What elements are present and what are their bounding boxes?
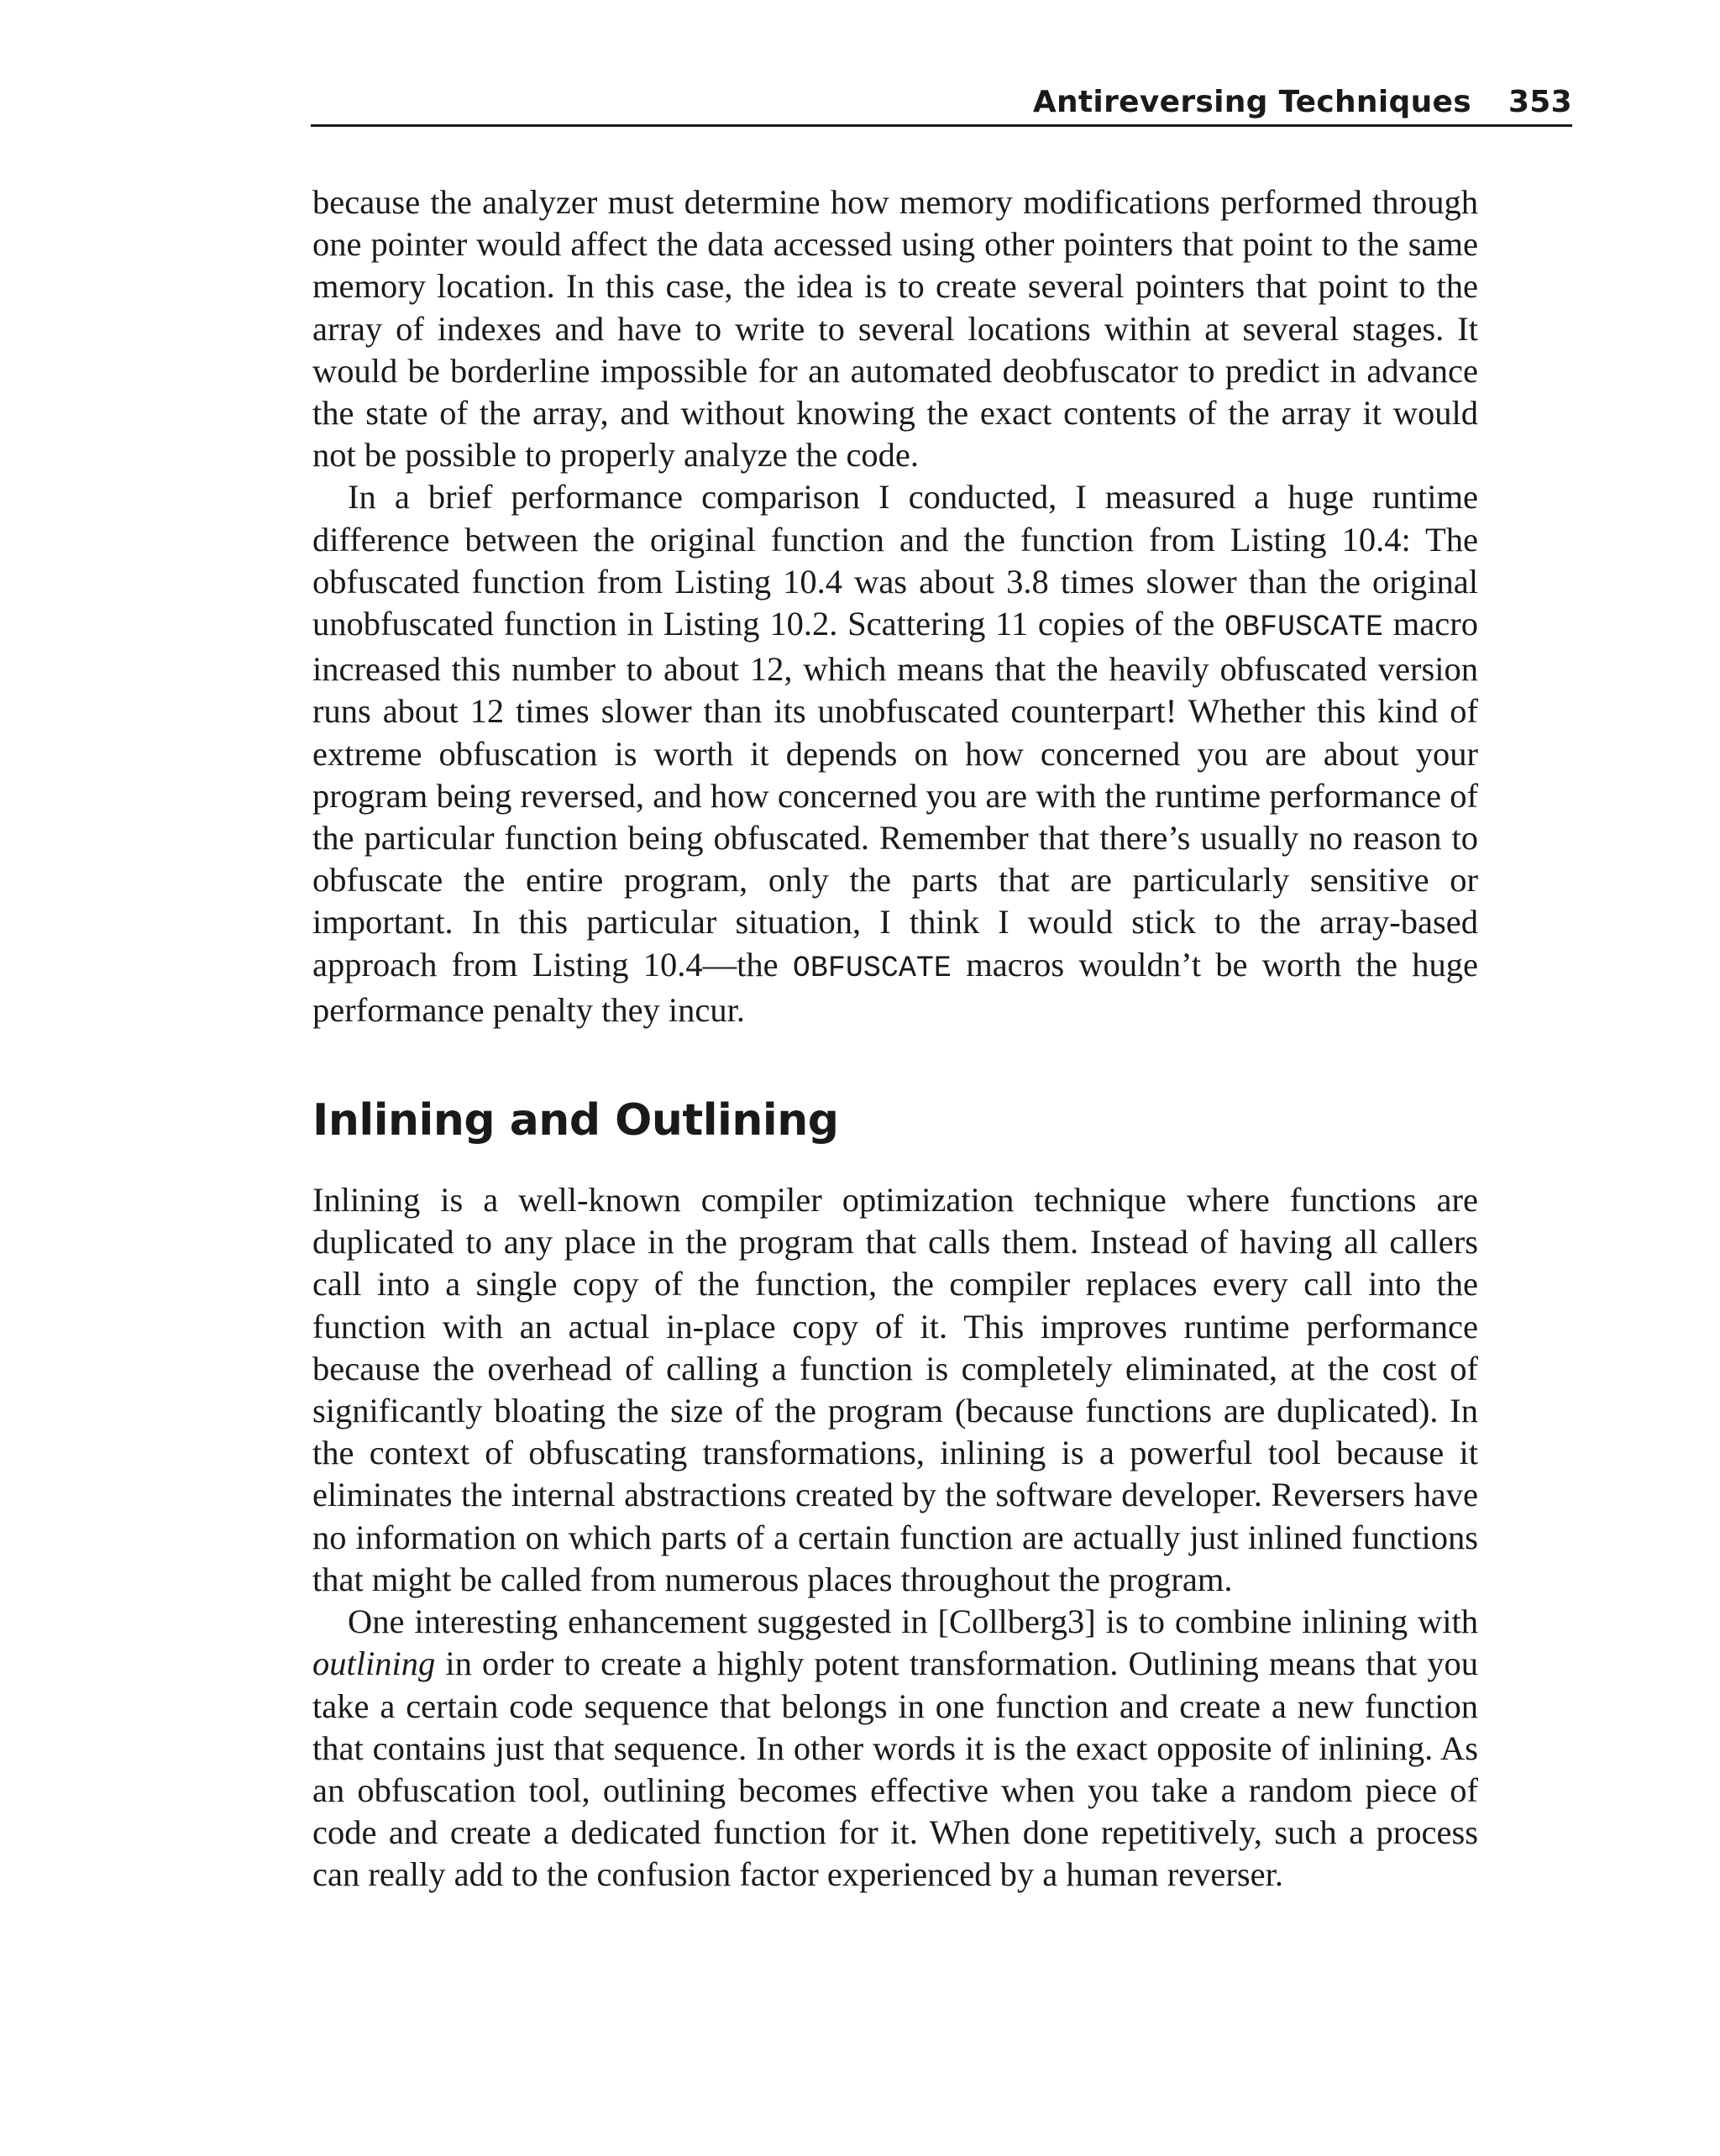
paragraph-text: macros wouldn’t be worth the huge performance penalty they incur. (312, 945, 1478, 1029)
paragraph-inlining: Inlining is a well-known compiler optimization technique where functions are duplicated to any place in the program that calls them. Instead of having all callers call into a single copy of the function, the compiler replaces every call into the function with an actual in-place copy of it. This improves runtime performance because the overhead of calling a function is completely eliminated, at the cost of significantly bloating the size of the program (because functions are duplicated). In the context of obfuscating transformations, inlining is a powerful tool because it eliminates the internal abstractions created by the software developer. Reversers have no information on which parts of a certain function are actually just inlined functions that might be called from numerous places throughout the program. (312, 1181, 1478, 1598)
paragraph-outlining (312, 1601, 1478, 1896)
section-heading: Inlining and Outlining (312, 1095, 839, 1146)
emphasis-outlining: outlining (312, 1645, 436, 1683)
code-obfuscate-macro: OBFUSCATE (792, 951, 952, 985)
paragraph-performance (312, 476, 1478, 1031)
page-body (312, 181, 1478, 1896)
code-obfuscate-macro: OBFUSCATE (1224, 611, 1383, 645)
page-header (311, 82, 1572, 127)
paragraph-text: In a brief performance comparison I conducted, I measured a huge runtime difference between the original function and the function from Listing 10.4: The obfuscated function from Listing 10.4 was about 3.8 times slower than the original unobfuscated function in Listing 10.2. Scattering 11 copies of the (312, 478, 1478, 643)
paragraph-text: One interesting enhancement suggested in [Collberg3] is to combine inlining with (348, 1603, 1478, 1641)
paragraph-continued: because the analyzer must determine how memory modifications performed through one pointer would affect the data accessed using other pointers that point to the same memory location. In this case, the idea is to create several pointers that point to the array of indexes and have to write to several locations within at several stages. It would be borderline impossible for an automated deobfuscator to predict in advance the state of the array, and without knowing the exact contents of the array it would not be possible to properly analyze the code. (312, 183, 1478, 475)
paragraph-text: in order to create a highly potent transformation. Outlining means that you take a certain code sequence that belongs in one function and create a new function that contains just that sequence. In other words it is the exact opposite of inlining. As an obfuscation tool, outlining becomes effective when you take a random piece of code and create a dedicated function for it. When done repetitively, such a process can really add to the confusion factor experienced by a human reverser. (312, 1645, 1478, 1894)
header-right (1033, 85, 1572, 119)
paragraph-text: macro increased this number to about 12, which means that the heavily obfuscated version runs about 12 times slower than its unobfuscated counterpart! Whether this kind of extreme obfuscation is worth it depends on how concerned you are about your program being reversed, and how concerned you are with the runtime performance of the particular function being obfuscated. Remember that there’s usually no reason to obfuscate the entire program, only the parts that are particularly sensitive or important. In this particular situation, I think I would stick to the array-based approach from Listing 10.4—the (312, 605, 1478, 984)
running-title: Antireversing Techniques (1032, 85, 1471, 119)
page-number: 353 (1508, 85, 1572, 119)
